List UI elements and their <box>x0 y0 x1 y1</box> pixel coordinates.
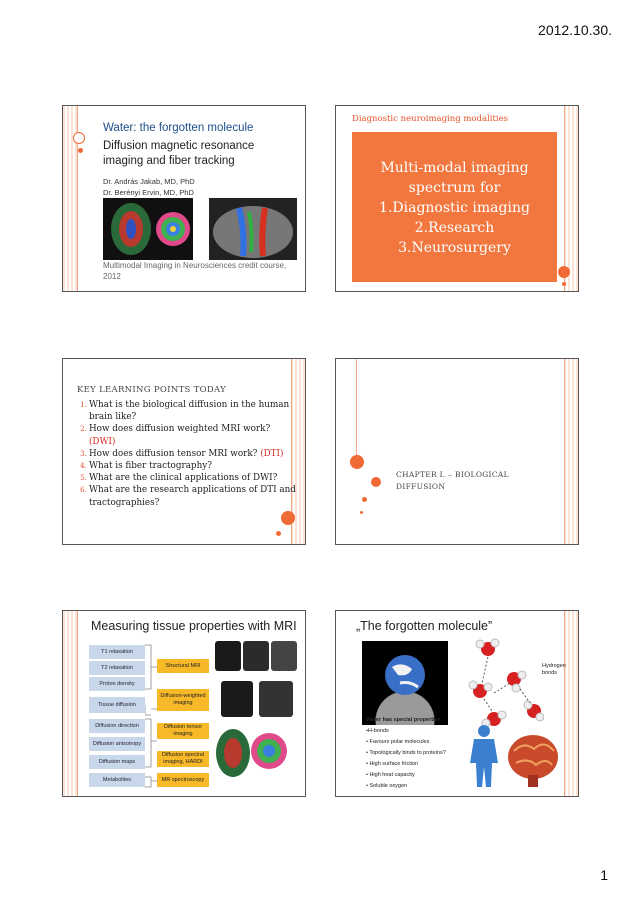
body-line-2: spectrum for <box>408 180 501 196</box>
slide6-title: „The forgotten molecule” <box>356 619 493 633</box>
dti-brain-image <box>103 198 193 260</box>
slide-edge <box>564 106 565 291</box>
slide-edge <box>77 611 78 796</box>
dwi-thumb <box>221 681 253 717</box>
tag-direction: Diffusion direction <box>89 719 145 733</box>
prop-item: • High heat capacity <box>366 772 415 778</box>
body-line-4: 2.Research <box>414 220 495 236</box>
item-text: How does diffusion weighted MRI work? <box>89 424 271 435</box>
author-2: Dr. Berényi Ervin, MD, PhD <box>103 188 194 197</box>
decor-dot <box>281 511 295 525</box>
decor-dot <box>350 455 364 469</box>
decor-dot <box>78 148 83 153</box>
tag-metabolites: Metabolites <box>89 773 145 787</box>
author-1: Dr. András Jakab, MD, PhD <box>103 177 195 186</box>
slide5-title: Measuring tissue properties with MRI <box>91 619 297 633</box>
slide-learning-points <box>62 358 306 545</box>
water-molecules-graphic <box>464 635 544 731</box>
chapter-line-2: DIFFUSION <box>396 482 446 491</box>
dti-brain-graphic <box>103 198 193 260</box>
hydrogen-bonds-label: Hydrogen bonds <box>542 663 566 676</box>
chapter-line-1: CHAPTER I. – BIOLOGICAL <box>396 470 509 479</box>
chapter-title <box>396 469 556 493</box>
mri-thumb <box>271 641 297 671</box>
tag-diff-maps: Diffusion maps <box>89 755 145 769</box>
decor-dot-small <box>362 497 367 502</box>
tag-dsi: Diffusion spectral imaging, HARDI <box>157 751 209 767</box>
earthrise-image <box>362 641 448 725</box>
slide-chapter <box>335 358 579 545</box>
decor-dot-small <box>276 531 281 536</box>
tag-structural: Structural MRI <box>157 659 209 673</box>
body-line-3: 1.Diagnostic imaging <box>379 200 530 216</box>
slide3-header: KEY LEARNING POINTS TODAY <box>77 385 227 395</box>
tractography-graphic <box>209 198 297 260</box>
fa-map-thumb <box>259 681 293 717</box>
prop-item: • Favours polar molecules <box>366 739 430 745</box>
tag-proton: Proton density <box>89 677 145 691</box>
slide-edge <box>564 611 565 796</box>
prop-item: •H-bonds <box>366 728 389 734</box>
color-fa-graphic <box>213 723 293 781</box>
tag-t2: T2 relaxation <box>89 661 145 675</box>
page-number: 1 <box>600 867 608 883</box>
tractography-image <box>209 198 297 260</box>
tag-mrs: MR spectroscopy <box>157 773 209 787</box>
decor-dot-small <box>360 511 363 514</box>
list-item <box>89 448 299 460</box>
tag-dwi: Diffusion-weighted imaging <box>157 689 209 711</box>
slide-edge <box>564 359 565 544</box>
date-stamp: 2012.10.30. <box>538 22 612 38</box>
props-title: Water has special properties: <box>366 717 443 723</box>
slide-forgotten-molecule <box>335 610 579 797</box>
slide-stripe <box>564 611 578 796</box>
slide-title <box>62 105 306 292</box>
bracket-lines <box>145 641 157 791</box>
brain-graphic <box>506 729 560 789</box>
body-line-1: Multi-modal imaging <box>380 160 529 176</box>
slide-tissue-properties <box>62 610 306 797</box>
decor-dot <box>371 477 381 487</box>
slide1-title: Water: the forgotten molecule <box>103 122 254 134</box>
item-abbr: (DTI) <box>260 448 284 459</box>
slide1-footer <box>103 260 286 282</box>
slide2-body <box>352 158 557 258</box>
tag-diffusion: Tissue diffusion <box>89 697 145 713</box>
slide-modalities <box>335 105 579 292</box>
prop-item: • Topologically binds to proteins? <box>366 750 446 756</box>
decor-dot <box>558 266 570 278</box>
mri-thumb <box>243 641 269 671</box>
list-item <box>89 399 299 423</box>
decor-dot-small <box>562 282 566 286</box>
list-item <box>89 484 299 508</box>
slide1-subtitle: Diffusion magnetic resonance imaging and fiber tracking <box>103 140 255 167</box>
item-text: What is fiber tractography? <box>89 461 212 472</box>
prop-item: • Soluble oxygen <box>366 783 408 789</box>
item-text: What are the research applications of DTI and tractographies? <box>89 485 296 508</box>
tag-t1: T1 relaxation <box>89 645 145 659</box>
tag-dti: Diffusion tensor imaging <box>157 723 209 739</box>
item-text: What are the clinical applications of DWI? <box>89 473 278 484</box>
human-body-graphic <box>464 723 504 789</box>
learning-points-list <box>73 399 299 509</box>
slide1-authors <box>103 176 195 198</box>
item-text: What is the biological diffusion in the human brain like? <box>89 400 290 423</box>
tag-anisotropy: Diffusion anisotropy <box>89 737 145 751</box>
item-text: How does diffusion tensor MRI work? <box>89 448 258 459</box>
item-abbr: (DWI) <box>89 436 116 447</box>
vertical-rule <box>356 359 357 459</box>
decor-ring <box>73 132 85 144</box>
list-item <box>89 460 299 472</box>
water-properties <box>366 715 446 792</box>
slide2-header: Diagnostic neuroimaging modalities <box>352 114 509 124</box>
body-line-5: 3.Neurosurgery <box>398 240 511 256</box>
mri-thumb <box>215 641 241 671</box>
earth-graphic <box>362 641 448 725</box>
list-item <box>89 472 299 484</box>
footer-line-1: Multimodal Imaging in Neurosciences credit course, <box>103 261 287 270</box>
prop-item: • High surface friction <box>366 761 419 767</box>
slide-stripe <box>564 359 578 544</box>
footer-line-2: 2012 <box>103 272 121 281</box>
list-item <box>89 423 299 447</box>
slide-stripe <box>564 106 578 291</box>
